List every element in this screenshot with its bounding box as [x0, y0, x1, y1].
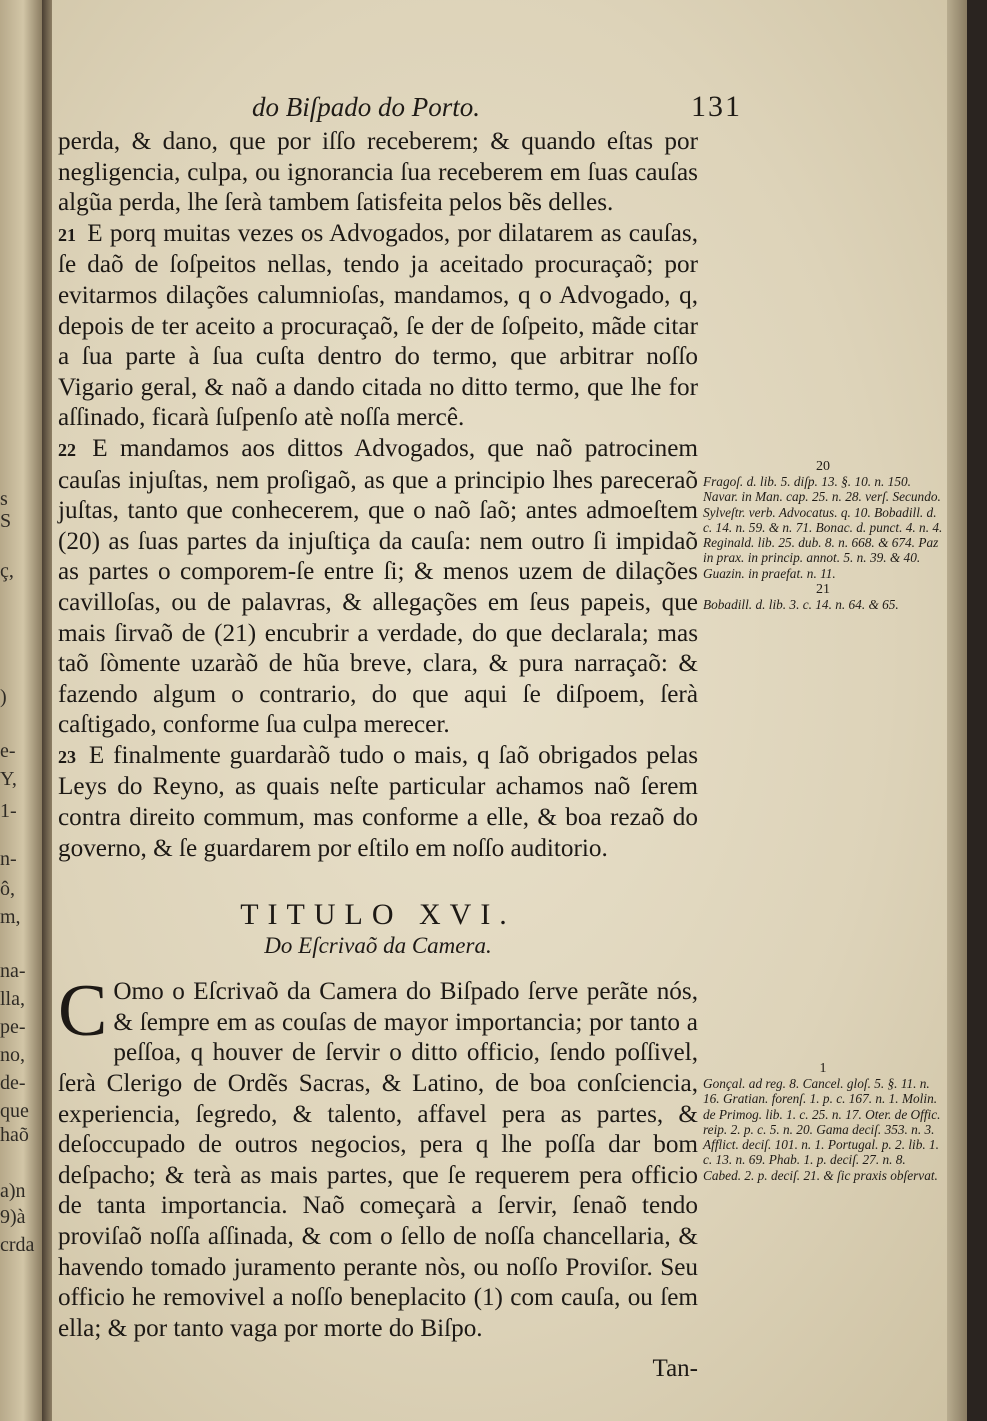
- paragraph: [58, 127, 698, 219]
- margin-note-text: Fragoſ. d. lib. 5. diſp. 13. §. 10. n. 150. Navar. in Man. cap. 25. n. 28. verſ. Secundo. Sylveſtr. verb. Advocatus. q. 10. Bobadill. d. c. 14. n. 59. & n. 71. Bonac. d. punct. 4. n. 4. Reginald. lib. 25. dub. 8. n. 668. & 674. Paz in prax. in princip. annot. 5. n. 39. & 40. Guazin. in praefat. n. 11.: [703, 474, 943, 581]
- left-page-fragment: na-: [0, 960, 26, 982]
- section-paragraph: [58, 970, 698, 1344]
- book-spine: [42, 0, 52, 1421]
- page-edge-shadow: [947, 0, 967, 1421]
- margin-note-text: Bobadill. d. lib. 3. c. 14. n. 64. & 65.: [703, 597, 899, 613]
- left-page-fragment: e-: [0, 740, 16, 762]
- left-page-fragment: n-: [0, 848, 17, 870]
- running-head-title: do Biſpado do Porto.: [252, 92, 480, 122]
- margin-note-number: 20: [816, 459, 830, 474]
- paragraph-text: E mandamos aos dittos Advogados, que naõ patrocinem cauſas injuſtas, nem proſigaõ, as que a principio lhes pareceraõ juſtas, tanto que conhecerem, que o naõ ſaõ; antes admoeſtem (20) as ſuas partes da injuſtiça da cauſa: nem outro ſi impidaõ as partes o comporem-ſe entre ſi; & menos uzem de dilações cavilloſas, ou de palavras, & allegações em ſeus papeis, que mais ſirvaõ de (21) encubrir a verdade, do que declarala; mas taõ ſòmente uzaràõ de hũa breve, clara, & pura narraçaõ: & fazendo algum o contrario, do que aqui ſe diſpoem, ſerà caſtigado, conforme ſua culpa merecer.: [58, 434, 698, 739]
- main-text-column: [58, 127, 698, 1385]
- section-paragraph-text: Omo o Eſcrivaõ da Camera do Biſpado ſerve perãte nós, & ſempre em as couſas de mayor importancia; por tanto a peſſoa, q houver de ſervir o ditto officio, ſendo poſſivel, ſerà Clerigo de Ordẽs Sacras, & Latino, de boa conſciencia, experiencia, ſegredo, & talento, affavel pera as partes, & deſoccupado de outros negocios, pera q lhe poſſa dar bom deſpacho; & terà as mais partes, que ſe requerem pera officio de tanta importancia. Naõ começarà a ſervir, ſenaõ tendo proviſaõ noſſa aſſinada, & com o ſello de noſſa chancellaria, & havendo tomado juramento perante nòs, ou noſſo Proviſor. Seu officio he removivel a noſſo beneplacito (1) com cauſa, ou ſem ella; & por tanto vaga por morte do Biſpo.: [58, 978, 698, 1342]
- left-page-edge: [0, 0, 42, 1421]
- left-page-fragment: m,: [0, 906, 21, 928]
- left-page-fragment: ç,: [0, 560, 14, 582]
- left-page-fragment: lla,: [0, 988, 25, 1010]
- margin-note-number: 1: [819, 1061, 827, 1076]
- paragraph-number: 22: [58, 439, 76, 460]
- section-subtitle: Do Eſcrivaõ da Camera.: [264, 932, 492, 958]
- left-page-fragment: Y,: [0, 768, 17, 790]
- section-title: TITULO XVI.: [240, 898, 516, 932]
- left-page-fragment: pe-: [0, 1016, 26, 1038]
- margin-note-number: 21: [816, 582, 830, 598]
- book-page: [52, 0, 967, 1421]
- section-heading: [58, 898, 698, 959]
- running-head: [252, 92, 742, 132]
- left-page-fragment: 9)à: [0, 1206, 26, 1228]
- paragraph: [58, 434, 698, 741]
- paragraph-text: E finalmente guardaràõ tudo o mais, q ſaõ obrigados pelas Leys do Reyno, as quais neſte particular achamos naõ ſerem contra direito commum, mas conforme a elle, & boa rezaõ do governo, & ſe guardarem por eſtilo em noſſo auditorio.: [58, 741, 699, 862]
- left-page-fragment: no,: [0, 1044, 25, 1066]
- left-page-fragment: s: [0, 488, 8, 510]
- paragraph-number: 21: [58, 224, 76, 245]
- left-page-fragment: 1-: [0, 800, 17, 822]
- page-number: 131: [691, 90, 742, 123]
- left-page-fragment: crda: [0, 1234, 35, 1256]
- paragraph: [58, 741, 698, 864]
- paragraph-number: 23: [58, 746, 76, 767]
- paragraph-text: E porq muitas vezes os Advogados, por dilatarem as cauſas, ſe daõ de ſoſpeitos nellas, tendo ja aceitado procuraçaõ; por evitarmos dilações calumnioſas, mandamos, q o Advogado, q, depois de ter aceito a procuraçaõ, ſe der de ſoſpeito, mãde citar a ſua parte à ſua cuſta dentro do termo, que arbitrar noſſo Vigario geral, & naõ a dando citada no ditto termo, que lhe for aſſinado, ficarà ſuſpenſo atè noſſa mercê.: [58, 219, 699, 432]
- margin-note-group: [703, 460, 943, 612]
- left-page-fragment: S: [0, 510, 12, 532]
- paragraph-text: perda, & dano, que por iſſo receberem; & quando eſtas por negligencia, culpa, ou ignorancia ſua receberem em ſuas cauſas algũa perda, lhe ſerà tambem ſatisfeita pelos bẽs delles.: [58, 128, 698, 217]
- left-page-fragment: ): [0, 686, 7, 708]
- margin-note-group: [703, 1062, 943, 1183]
- drop-cap: C: [58, 970, 108, 1053]
- left-page-fragment: ô,: [0, 878, 15, 900]
- left-page-fragment: que: [0, 1100, 29, 1122]
- left-page-fragment: de-: [0, 1072, 26, 1094]
- paragraph: [58, 219, 698, 434]
- catchword: Tan-: [652, 1355, 698, 1383]
- margin-note-text: Gonçal. ad reg. 8. Cancel. gloſ. 5. §. 11. n. 16. Gratian. forenſ. 1. p. c. 167. n. 1. Molin. de Primog. lib. 1. c. 25. n. 17. Oter. de Offic. reip. 2. p. c. 5. n. 20. Gama deciſ. 353. n. 3. Afflict. deciſ. 101. n. 1. Portugal. p. 2. lib. 1. c. 13. n. 69. Phab. 1. p. deciſ. 27. n. 8. Cabed. 2. p. deciſ. 21. & ſic praxis obſervat.: [703, 1076, 941, 1183]
- left-page-fragment: haõ: [0, 1124, 29, 1146]
- left-page-fragment: a)n: [0, 1180, 26, 1202]
